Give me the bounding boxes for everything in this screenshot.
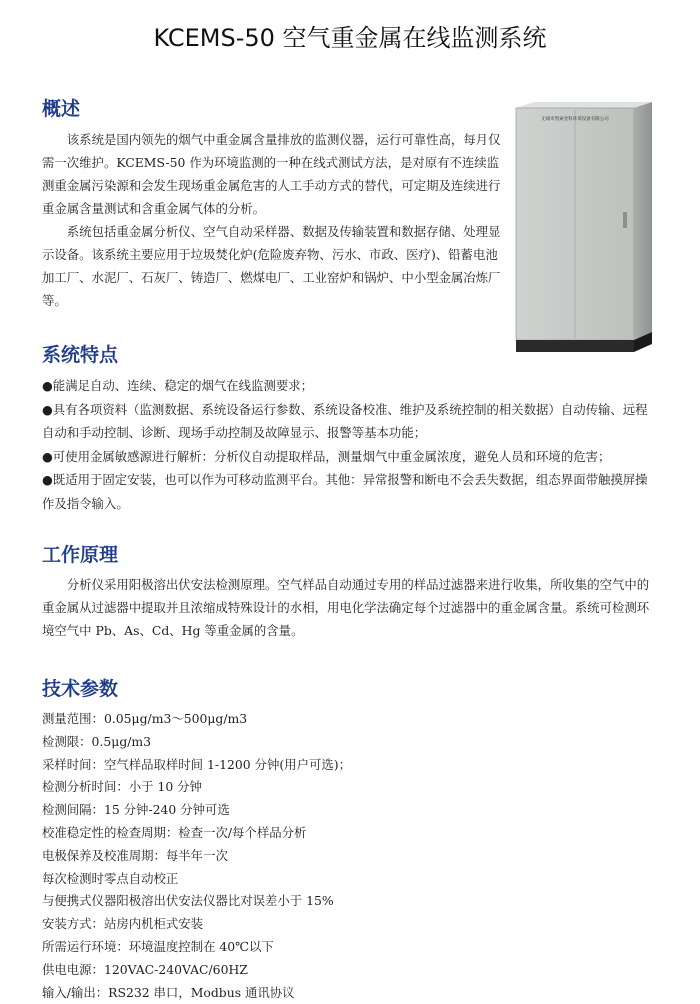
spec-item: 检测分析时间：小于 10 分钟	[42, 779, 202, 795]
spec-item: 每次检测时零点自动校正	[42, 870, 179, 886]
features-list	[42, 374, 654, 515]
cabinet-side	[634, 102, 652, 340]
overview-paragraph-2: 系统包括重金属分析仪、空气自动采样器、数据及传输装置和数据存储、处理显示设备。该系统主要应用于垃圾焚化炉(危险废弃物、污水、市政、医疗)、铅蓄电池加工厂、水泥厂、石灰厂、铸造厂、燃煤电厂、工业窑炉和锅炉、中小型金属冶炼厂等。	[42, 224, 501, 308]
principle-text	[42, 573, 652, 642]
analyzer-cabinet-image	[512, 100, 672, 356]
spec-item: 输入/输出：RS232 串口，Modbus 通讯协议	[42, 984, 295, 1000]
feature-item: ●既适用于固定安装，也可以作为可移动监测平台。其他：异常报警和断电不会丢失数据，组态界面带触摸屏操作及指令输入。	[42, 472, 648, 511]
cabinet-top	[516, 102, 652, 108]
feature-item: ●能满足自动、连续、稳定的烟气在线监测要求；	[42, 378, 314, 393]
principle-paragraph: 分析仪采用阳极溶出伏安法检测原理。空气样品自动通过专用的样品过滤器来进行收集，所收集的空气中的重金属从过滤器中提取并且浓缩成特殊设计的水相，用电化学法确定每个过滤器中的重金属含量。系统可检测环境空气中 Pb、As、Cd、Hg 等重金属的含量。	[42, 577, 650, 638]
spec-item: 校准稳定性的检查周期：检查一次/每个样品分析	[42, 824, 307, 840]
feature-item: ●具有各项资料（监测数据、系统设备运行参数、系统设备校准、维护及系统控制的相关数据）自动传输、远程自动和手动控制、诊断、现场手动控制及故障显示、报警等基本功能；	[42, 401, 648, 440]
cabinet-handle-icon	[623, 212, 627, 228]
spec-item: 供电电源：120VAC-240VAC/60HZ	[42, 961, 248, 977]
spec-item: 测量范围：0.05μg/m3～500μg/m3	[42, 711, 248, 726]
specs-heading: 技术参数	[42, 678, 119, 700]
spec-item: 所需运行环境：环境温度控制在 40℃以下	[42, 938, 274, 954]
page-title: KCEMS-50 空气重金属在线监测系统	[153, 24, 547, 52]
spec-item: 检测限：0.5μg/m3	[42, 733, 152, 749]
spec-item: 安装方式：站房内机柜式安装	[42, 916, 204, 932]
spec-item: 与便携式仪器阳极溶出伏安法仪器比对误差小于 15%	[42, 893, 334, 909]
principle-heading: 工作原理	[42, 544, 119, 566]
spec-item: 检测间隔：15 分钟-240 分钟可选	[42, 802, 230, 818]
cabinet-base	[516, 340, 634, 352]
overview-heading: 概述	[42, 98, 81, 120]
feature-item: ●可使用金属敏感源进行解析：分析仪自动提取样品，测量烟气中重金属浓度，避免人员和环境的危害；	[42, 448, 611, 464]
overview-paragraph-1: 该系统是国内领先的烟气中重金属含量排放的监测仪器，运行可靠性高，每月仅需一次维护。KCEMS-50 作为环境监测的一种在线式测试方法，是对原有不连续监测重金属污染源和会发生现场重金属危害的人工手动方式的替代，可定期及连续进行重金属含量测试和含重金属气体的分析。	[42, 132, 501, 216]
specs-list	[42, 708, 662, 1004]
spec-item: 电极保养及校准周期：每半年一次	[42, 847, 228, 863]
spec-item: 采样时间：空气样品取样时间 1-1200 分钟(用户可选)；	[42, 756, 351, 772]
cabinet-label: 无锡市凯索金科环境设备有限公司	[541, 117, 609, 122]
features-heading: 系统特点	[42, 344, 119, 366]
overview-text	[42, 128, 504, 312]
